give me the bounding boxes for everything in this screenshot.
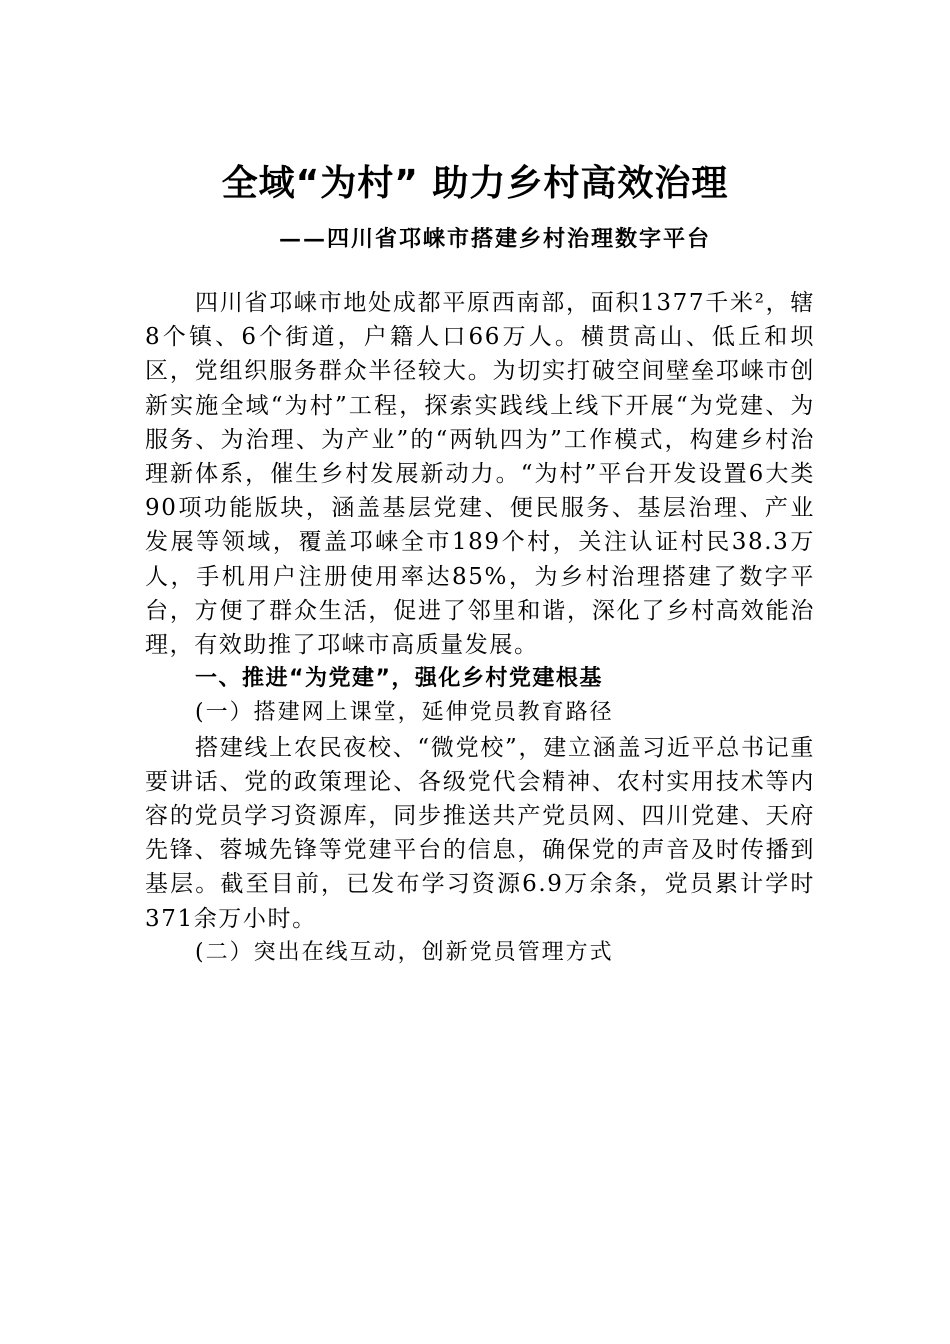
document-title: 全域“为村” 助力乡村高效治理 (221, 163, 729, 204)
document-body (145, 286, 815, 970)
subsection-1-paragraph: 搭建线上农民夜校、“微党校”，建立涵盖习近平总书记重要讲话、党的政策理论、各级党代会精神、农村实用技术等内容的党员学习资源库，同步推送共产党员网、四川党建、天府先锋、蓉城先锋等党建平台的信息，确保党的声音及时传播到基层。截至目前，已发布学习资源6.9万余条，党员累计学时371余万小时。 (145, 734, 815, 932)
intro-paragraph: 四川省邛崃市地处成都平原西南部，面积1377千米²，辖8个镇、6个街道，户籍人口66万人。横贯高山、低丘和坝区，党组织服务群众半径较大。为切实打破空间壁垒邛崃市创新实施全域“为村”工程，探索实践线上线下开展“为党建、为服务、为治理、为产业”的“两轨四为”工作模式，构建乡村治理新体系，催生乡村发展新动力。“为村”平台开发设置6大类90项功能版块，涵盖基层党建、便民服务、基层治理、产业发展等领域，覆盖邛崃全市189个村，关注认证村民38.3万人，手机用户注册使用率达85%，为乡村治理搭建了数字平台，方便了群众生活，促进了邻里和谐，深化了乡村高效能治理，有效助推了邛崃市高质量发展。 (145, 290, 815, 659)
subsection-heading-2: (二）突出在线互动，创新党员管理方式 (195, 939, 614, 965)
subsection-heading-1: (一）搭建网上课堂，延伸党员教育路径 (195, 700, 614, 726)
document-subtitle: ——四川省邛崃市搭建乡村治理数字平台 (278, 226, 711, 252)
section-heading-1: 一、推进“为党建”，强化乡村党建根基 (195, 666, 603, 692)
